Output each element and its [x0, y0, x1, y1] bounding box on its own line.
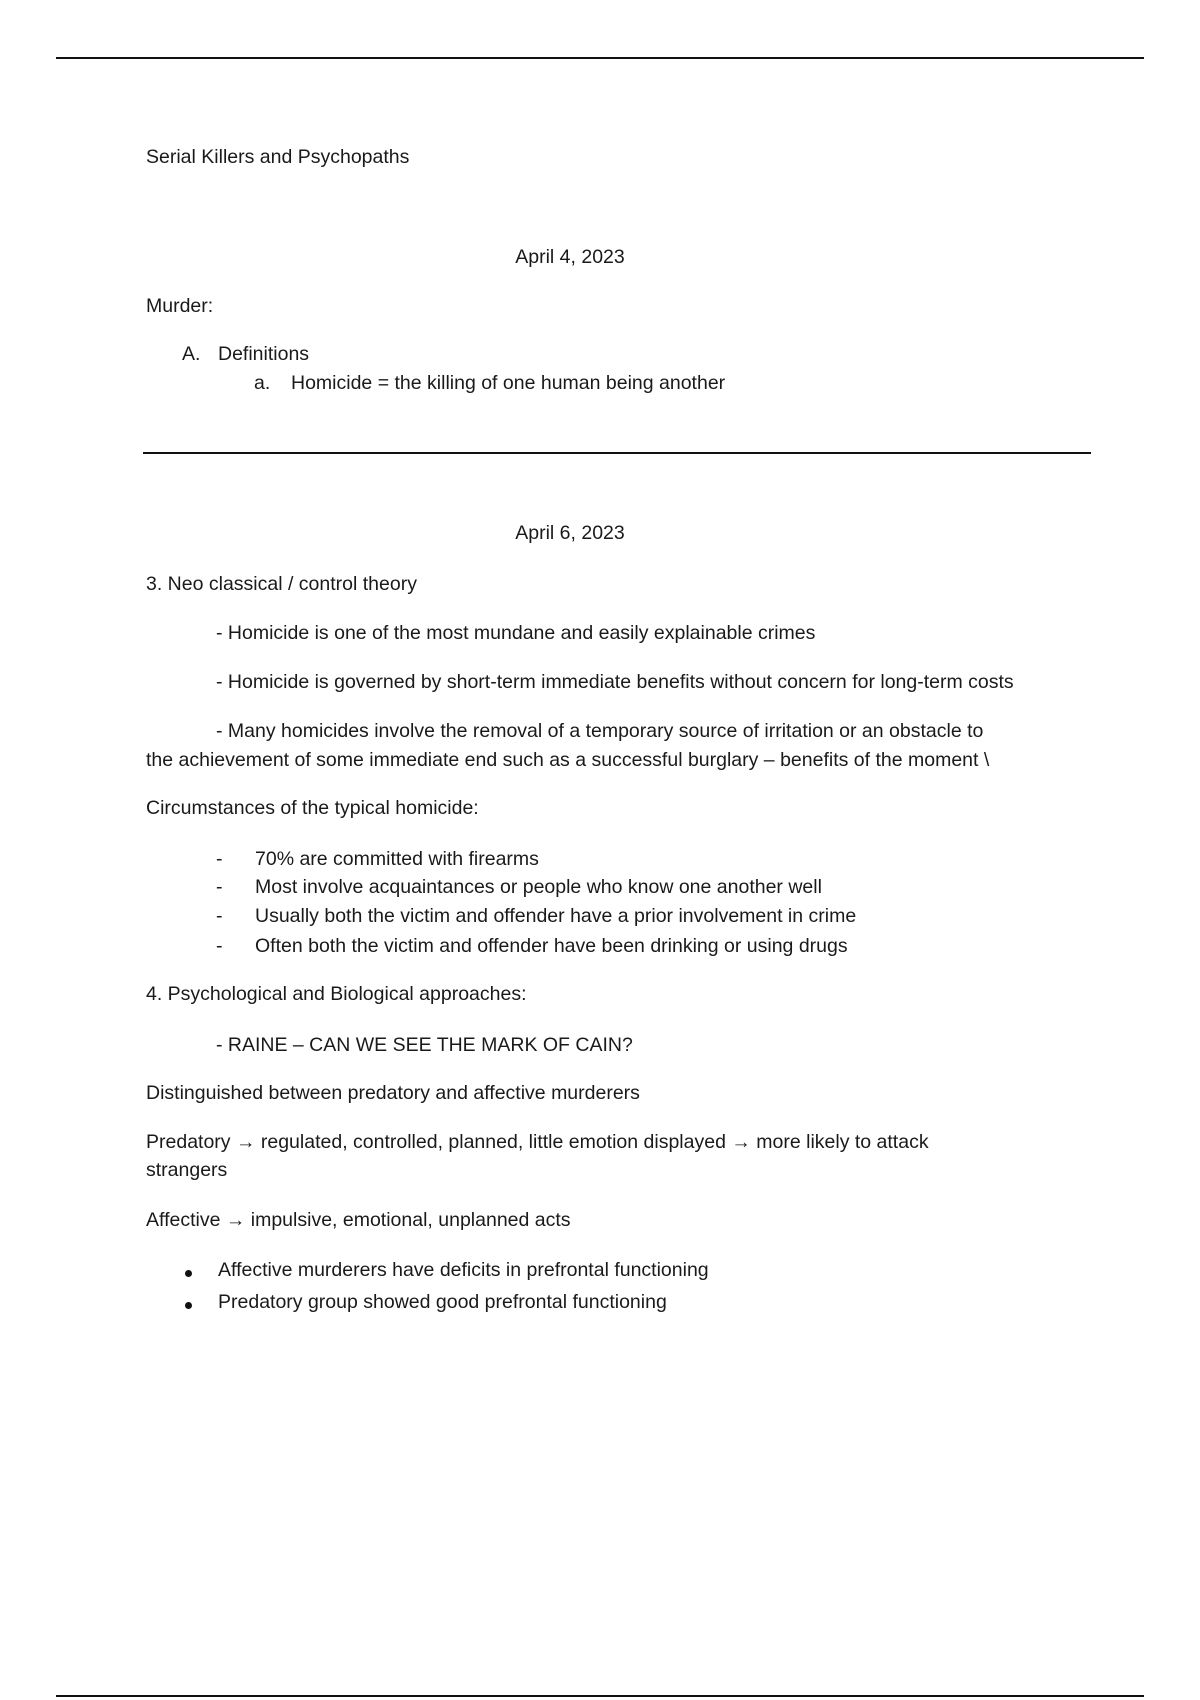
circumstance-item: Most involve acquaintances or people who know one another well	[255, 876, 822, 898]
list-marker-a-lower: a.	[254, 372, 271, 394]
affective-description: Affective → impulsive, emotional, unplanned acts	[146, 1209, 571, 1231]
predatory-description-continuation: strangers	[146, 1159, 228, 1181]
homicide-definition: Homicide = the killing of one human being another	[291, 372, 726, 394]
list-dash: -	[216, 935, 223, 957]
page-bottom-rule	[56, 1695, 1144, 1697]
list-dash: -	[216, 876, 223, 898]
circumstance-item: 70% are committed with firearms	[255, 848, 539, 870]
entry-date-april-6: April 6, 2023	[515, 522, 625, 544]
predatory-description: Predatory → regulated, controlled, planned, little emotion displayed → more likely to attack	[146, 1131, 929, 1153]
entry-date-april-4: April 4, 2023	[515, 246, 625, 268]
section-4-heading: 4. Psychological and Biological approaches:	[146, 983, 527, 1005]
section-3-point: - Many homicides involve the removal of a temporary source of irritation or an obstacle to	[216, 720, 984, 742]
murder-heading: Murder:	[146, 295, 214, 317]
section-3-heading: 3. Neo classical / control theory	[146, 573, 417, 595]
definitions-item: Definitions	[218, 343, 310, 365]
finding-item: Affective murderers have deficits in prefrontal functioning	[218, 1259, 709, 1281]
circumstances-heading: Circumstances of the typical homicide:	[146, 797, 479, 819]
bullet-icon	[185, 1270, 192, 1277]
distinguished-statement: Distinguished between predatory and affective murderers	[146, 1082, 640, 1104]
circumstance-item: Usually both the victim and offender have a prior involvement in crime	[255, 905, 857, 927]
page-top-rule	[56, 57, 1144, 59]
bullet-icon	[185, 1302, 192, 1309]
list-dash: -	[216, 848, 223, 870]
section-3-point-continuation: the achievement of some immediate end such as a successful burglary – benefits of the moment \	[146, 749, 990, 771]
raine-reference: - RAINE – CAN WE SEE THE MARK OF CAIN?	[216, 1034, 633, 1056]
document-title: Serial Killers and Psychopaths	[146, 146, 410, 168]
section-3-point: - Homicide is one of the most mundane and easily explainable crimes	[216, 622, 816, 644]
finding-item: Predatory group showed good prefrontal functioning	[218, 1291, 667, 1313]
section-3-point: - Homicide is governed by short-term immediate benefits without concern for long-term costs	[216, 671, 1014, 693]
list-dash: -	[216, 905, 223, 927]
list-marker-a-upper: A.	[182, 343, 201, 365]
entry-divider	[143, 452, 1091, 454]
circumstance-item: Often both the victim and offender have been drinking or using drugs	[255, 935, 848, 957]
